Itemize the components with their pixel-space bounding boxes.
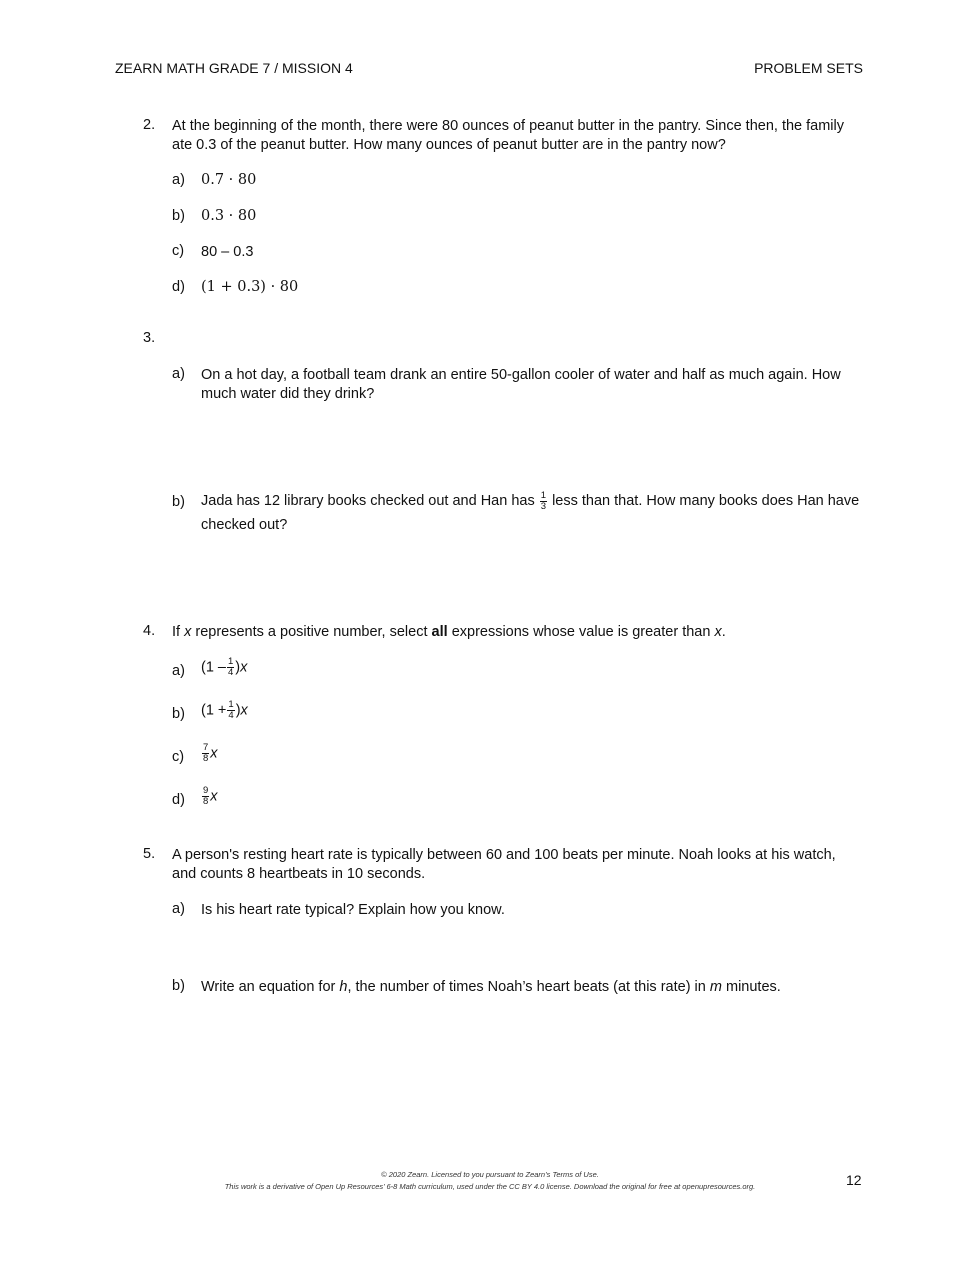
footer-license: © 2020 Zearn. Licensed to you pursuant to Zearn’s Terms of Use.: [381, 1170, 599, 1179]
q5b-var-h: h: [339, 979, 348, 995]
q4-option-b-label: b): [172, 706, 185, 722]
q4-option-d: $\frac{9}{8}$ x: [203, 785, 218, 807]
q3-number: 3.: [143, 330, 156, 346]
footer: [140, 1169, 840, 1193]
q4-bold-all: all: [431, 624, 448, 640]
q5b-label: b): [172, 978, 185, 994]
q3b-text-part1: Jada has 12 library books checked out and Han has: [201, 493, 535, 509]
q4b-fraction: $\frac{1}{4}$: [228, 699, 234, 721]
page-number: 12: [846, 1172, 862, 1188]
q5b-text: Write an equation for h, the number of times Noah’s heart beats (at this rate) in m minutes.: [201, 979, 781, 995]
q2-text: At the beginning of the month, there were 80 ounces of peanut butter in the pantry. Since then, the family ate 0.3 of the peanut butter. How many ounces of peanut butter are in the pantry now?: [172, 118, 844, 153]
q4-var-x: x: [184, 624, 192, 640]
header-title: ZEARN MATH GRADE 7 / MISSION 4: [115, 60, 353, 76]
q4a-fraction: $\frac{1}{4}$: [228, 656, 234, 678]
q4-option-c-label: c): [172, 749, 185, 765]
q3b-text-part2: less than that. How many books does Han have checked out?: [201, 493, 860, 533]
q2-option-c: 80 – 0.3: [201, 244, 254, 260]
q4-text: If x represents a positive number, select all expressions whose value is greater than x.: [172, 624, 726, 640]
q4-option-a-label: a): [172, 663, 185, 679]
q5-text: A person's resting heart rate is typically between 60 and 100 beats per minute. Noah looks at his watch, and counts 8 heartbeats in 10 seconds.: [172, 847, 836, 882]
q4-option-b: (1 + $\frac{1}{4}$ )x: [201, 699, 248, 721]
q3b-text: [201, 489, 861, 537]
q2-option-b-label: b): [172, 208, 185, 224]
q4c-fraction: $\frac{7}{8}$: [203, 742, 209, 764]
q3a-text: On a hot day, a football team drank an entire 50-gallon cooler of water and half as much again. How much water did they drink?: [201, 367, 841, 402]
q2-option-b: 0.3 · 80: [201, 208, 257, 224]
header-section: PROBLEM SETS: [754, 60, 863, 76]
q3b-frac-num: 1: [540, 489, 547, 501]
q5a-label: a): [172, 901, 185, 917]
q5a-text: Is his heart rate typical? Explain how you know.: [201, 902, 505, 918]
q3a-label: a): [172, 366, 185, 382]
q2-option-d: (1 + 0.3) · 80: [201, 279, 299, 295]
q4-option-a: (1 – $\frac{1}{4}$ )x: [201, 656, 248, 678]
q2-option-c-label: c): [172, 243, 185, 259]
q2-option-d-label: d): [172, 279, 185, 295]
q5b-var-m: m: [709, 979, 722, 995]
q4-number: 4.: [143, 623, 156, 639]
q3b-frac-den: 3: [540, 500, 547, 512]
q4d-fraction: $\frac{9}{8}$: [203, 785, 209, 807]
footer-attribution: This work is a derivative of Open Up Resources’ 6-8 Math curriculum, used under the CC BY 4.0 license. Download the original for free at openupresources.org.: [224, 1182, 756, 1191]
q2-number: 2.: [143, 117, 156, 133]
q4-option-c: $\frac{7}{8}$ x: [203, 742, 218, 764]
q2-option-a: 0.7 · 80: [201, 172, 257, 188]
q3b-fraction: [540, 491, 547, 512]
q4-option-d-label: d): [172, 792, 185, 808]
q2-option-a-label: a): [172, 172, 185, 188]
q3b-label: b): [172, 494, 185, 510]
q5-number: 5.: [143, 846, 156, 862]
